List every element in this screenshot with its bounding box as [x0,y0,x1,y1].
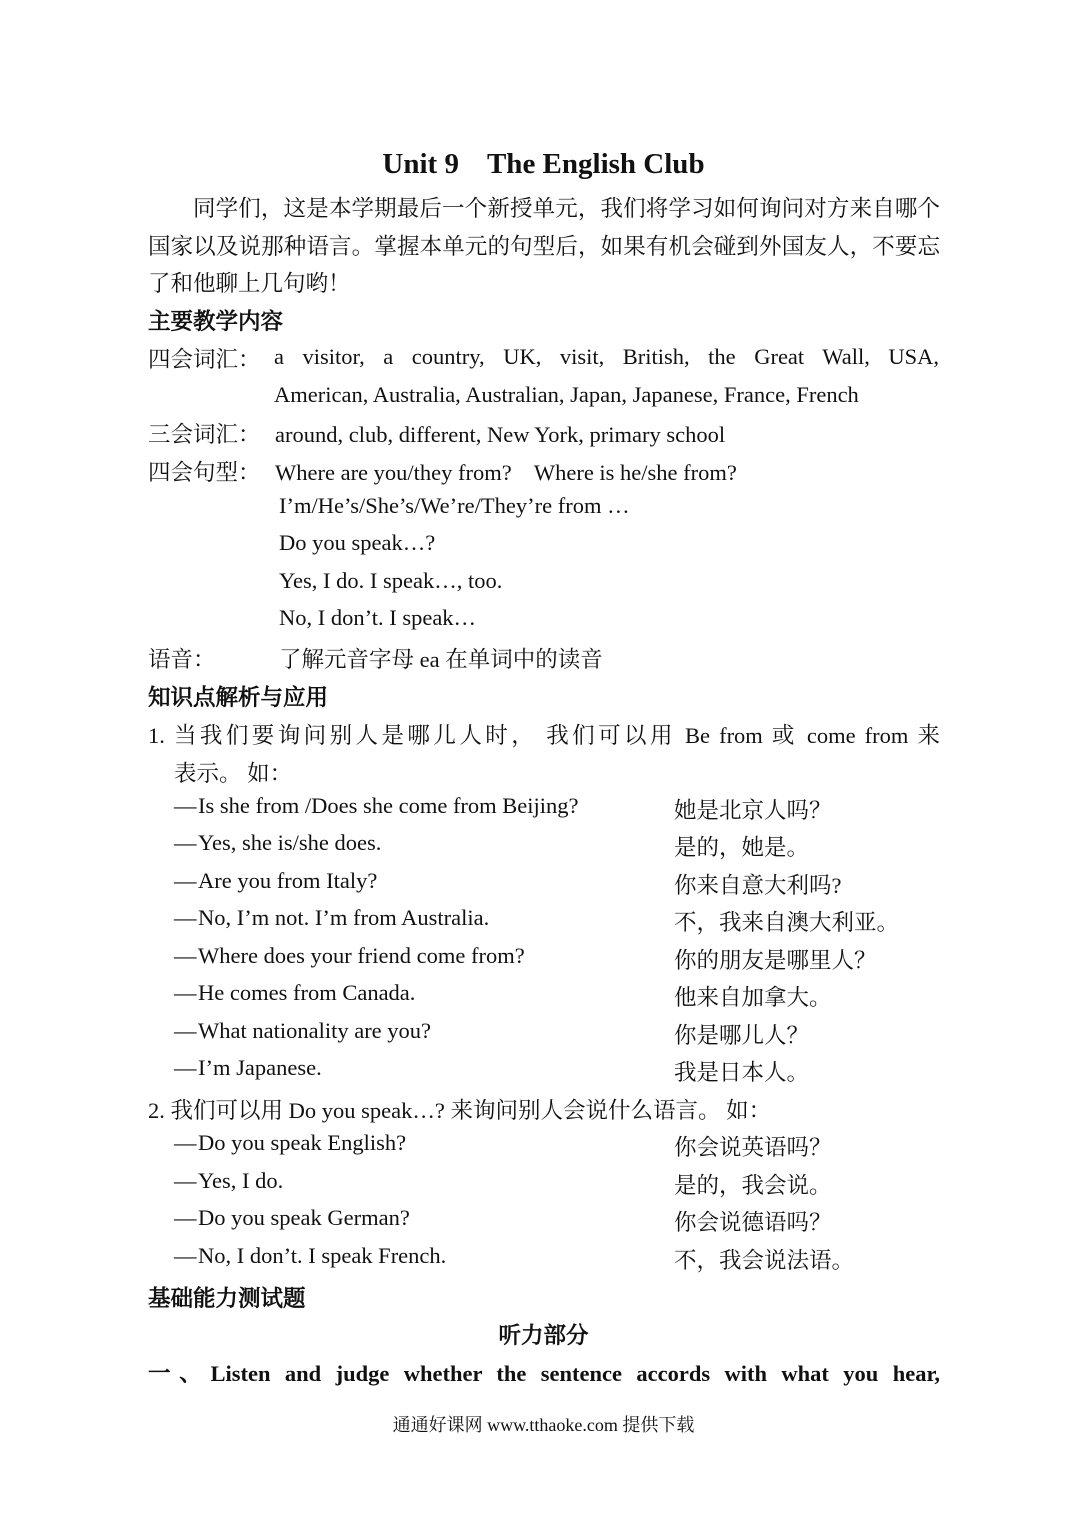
pattern-sentence: No, I don’t. I speak… [279,605,477,630]
dash-mark: — [174,905,197,930]
example-en: —Where does your friend come from? [174,943,525,968]
pattern-sentence: I’m/He’s/She’s/We’re/They’re from … [279,493,630,518]
example-en: —Do you speak English? [174,1130,407,1155]
pattern-sentence: Do you speak…? [279,530,436,555]
patterns-row [148,455,940,487]
example-en: —Yes, she is/she does. [174,830,382,855]
question-1-instruction: 一、Listen and judge whether the sentence accords with what you hear, [148,1361,940,1386]
dash-mark: — [174,1018,197,1043]
vocab4-line1: a visitor, a country, UK, visit, British, the Great Wall, USA, [274,344,939,369]
phonics-row [148,642,940,674]
pattern-sentence: Yes, I do. I speak…, too. [279,568,503,593]
dash-mark: — [174,1168,197,1193]
example-zh: 她是北京人吗？ [674,798,832,823]
vocab3-text: around, club, different, New York, primary school [275,422,726,447]
example-zh: 我是日本人。 [674,1060,810,1085]
example-zh: 他来自加拿大。 [674,985,832,1010]
point1-line2: 表示。 如： [174,761,293,786]
section-heading-test: 基础能力测试题 [148,1286,306,1311]
example-zh: 不，我会说法语。 [674,1248,855,1273]
phonics-text: 了解元音字母 ea 在单词中的读音 [279,647,603,672]
patterns-label: 四会句型： [148,460,261,485]
point2-line: 2. 我们可以用 Do you speak…? 来询问别人会说什么语言。 如： [148,1098,772,1123]
example-en: —He comes from Canada. [174,980,416,1005]
vocab3-label: 三会词汇： [148,422,261,447]
example-en: —I’m Japanese. [174,1055,322,1080]
section-heading-main: 主要教学内容 [148,309,284,334]
example-en: —Do you speak German? [174,1205,410,1230]
dash-mark: — [174,1205,197,1230]
dash-mark: — [174,980,197,1005]
dash-mark: — [174,1243,197,1268]
example-zh: 你会说德语吗？ [674,1210,832,1235]
pattern-sentence: Where are you/they from? Where is he/she from? [275,460,737,485]
intro-paragraph: 同学们，这是本学期最后一个新授单元，我们将学习如何询问对方来自哪个国家以及说那种语言。掌握本单元的句型后，如果有机会碰到外国友人，不要忘了和他聊上几句哟！ [148,196,940,296]
unit-number: Unit 9 [382,148,459,180]
example-zh: 是的，我会说。 [674,1173,832,1198]
dash-mark: — [174,830,197,855]
vocab4-line2: American, Australia, Australian, Japan, Japanese, France, French [274,382,859,407]
dash-mark: — [174,868,197,893]
example-zh: 你的朋友是哪里人？ [674,948,877,973]
example-en: —Are you from Italy? [174,868,378,893]
phonics-label: 语音： [148,647,216,672]
example-zh: 不，我来自澳大利亚。 [674,910,900,935]
example-zh: 你会说英语吗？ [674,1135,832,1160]
listening-heading: 听力部分 [498,1323,589,1348]
page-footer: 通通好课网 www.tthaoke.com 提供下载 [392,1415,695,1435]
example-zh: 你是哪儿人？ [674,1023,810,1048]
example-en: —What nationality are you? [174,1018,432,1043]
dash-mark: — [174,1055,197,1080]
example-zh: 你来自意大利吗? [674,873,842,898]
dash-mark: — [174,943,197,968]
example-en: —Is she from /Does she come from Beijing? [174,793,579,818]
vocab4-label: 四会词汇： [148,347,261,372]
dash-mark: — [174,1130,197,1155]
page-title [0,148,1087,181]
example-en: —No, I don’t. I speak French. [174,1243,447,1268]
example-en: —No, I’m not. I’m from Australia. [174,905,490,930]
unit-name: The English Club [486,148,705,180]
dash-mark: — [174,793,197,818]
vocab3-row [148,417,940,449]
example-zh: 是的，她是。 [674,835,810,860]
point1-line1: 1. 当我们要询问别人是哪儿人时， 我们可以用 Be from 或 come from 来 [148,723,940,748]
section-heading-knowledge: 知识点解析与应用 [148,685,329,710]
example-en: —Yes, I do. [174,1168,284,1193]
